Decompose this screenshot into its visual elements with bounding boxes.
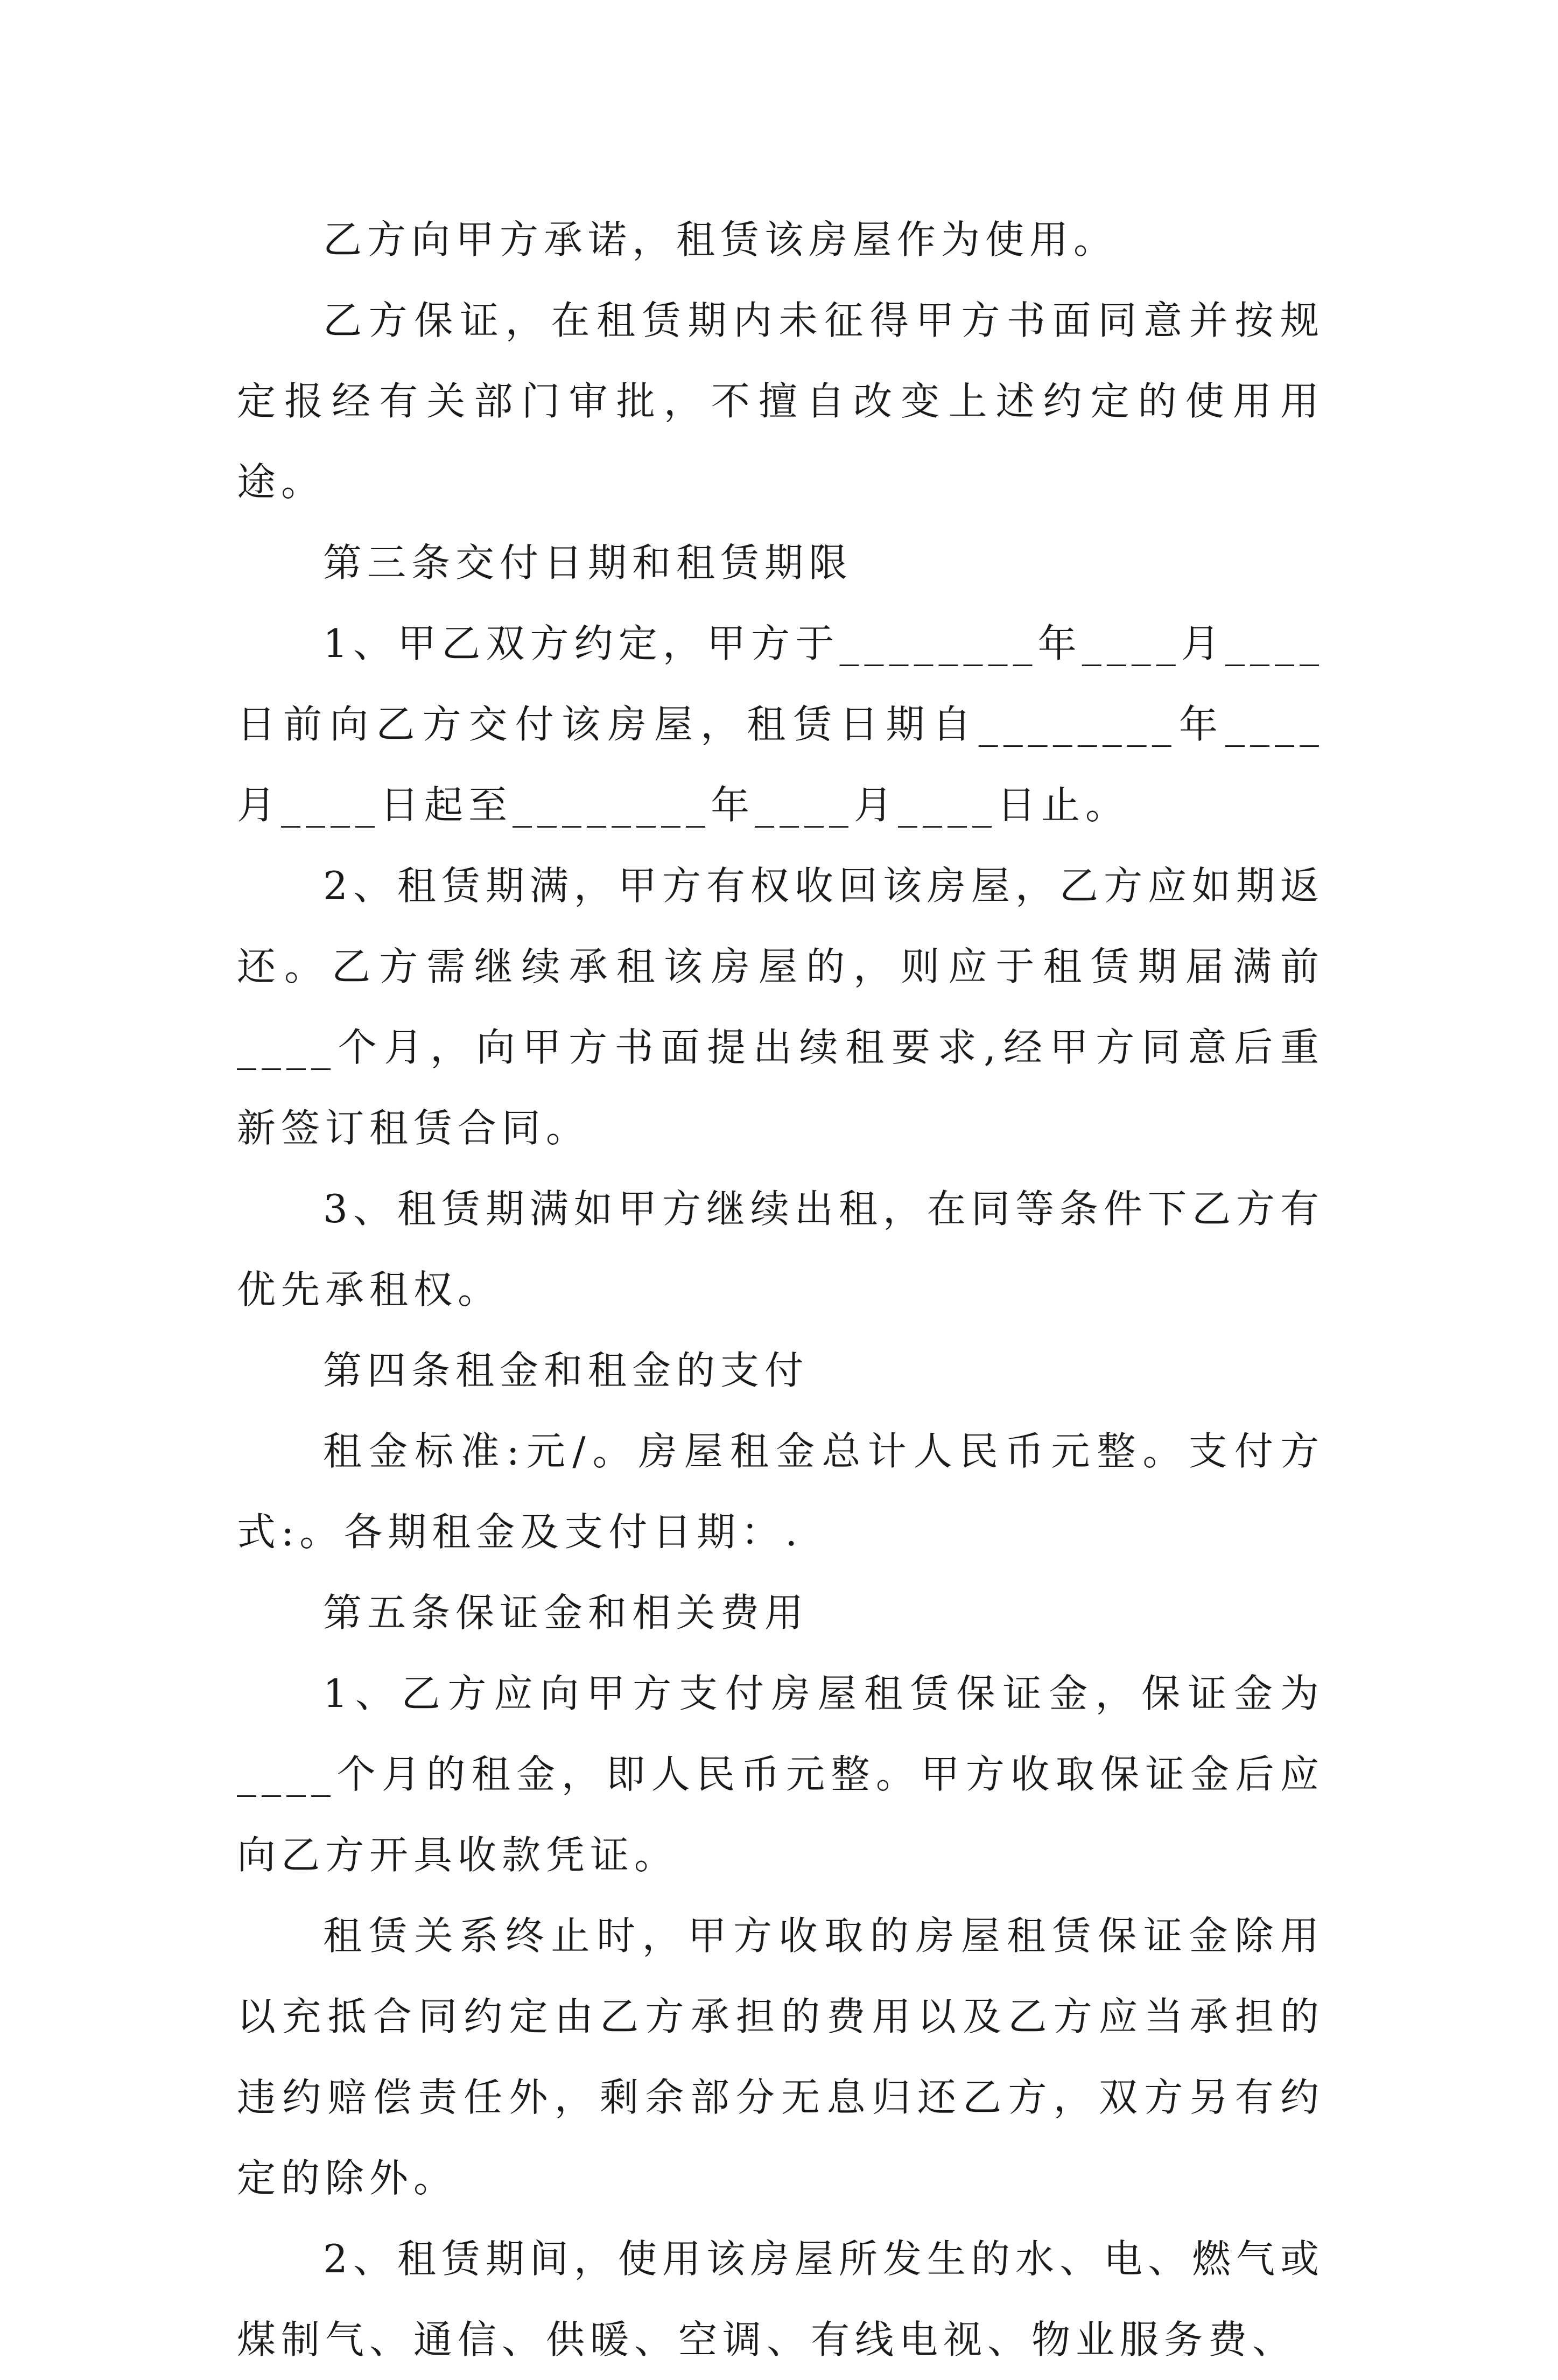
paragraph-utility-fees: 2、租赁期间，使用该房屋所发生的水、电、燃气或煤制气、通信、供暖、空调、有线电视、物业服务费、 xyxy=(237,2236,1324,2362)
paragraph-priority-renewal: 3、租赁期满如甲方继续出租，在同等条件下乙方有优先承租权。 xyxy=(237,1186,1324,1312)
document-body xyxy=(237,199,1324,2380)
paragraph-deposit-return: 租赁关系终止时，甲方收取的房屋租赁保证金除用以充抵合同约定由乙方承担的费用以及乙方应当承担的违约赔偿责任外，剩余部分无息归还乙方，双方另有约定的除外。 xyxy=(237,1913,1324,2201)
section-heading-article-5: 第五条保证金和相关费用 xyxy=(323,1590,809,1635)
paragraph-usage-guarantee: 乙方保证，在租赁期内未征得甲方书面同意并按规定报经有关部门审批，不擅自改变上述约定的使用用途。 xyxy=(237,298,1324,505)
paragraph-deposit: 1、乙方应向甲方支付房屋租赁保证金，保证金为____个月的租金，即人民币元整。甲方收取保证金后应向乙方开具收款凭证。 xyxy=(237,1671,1324,1878)
paragraph-lease-expiry: 2、租赁期满，甲方有权收回该房屋，乙方应如期返还。乙方需继续承租该房屋的，则应于租赁期届满前____个月，向甲方书面提出续租要求,经甲方同意后重新签订租赁合同。 xyxy=(237,863,1324,1151)
section-heading-article-4: 第四条租金和租金的支付 xyxy=(323,1348,809,1393)
section-heading-article-3: 第三条交付日期和租赁期限 xyxy=(323,540,853,585)
paragraph-usage-promise: 乙方向甲方承诺，租赁该房屋作为使用。 xyxy=(323,217,1118,262)
paragraph-rent-standard: 租金标准:元/。房屋租金总计人民币元整。支付方式:。各期租金及支付日期：. xyxy=(237,1429,1324,1555)
paragraph-delivery-dates: 1、甲乙双方约定，甲方于________年____月____日前向乙方交付该房屋，租赁日期自________年____月____日起至________年____月____日止。 xyxy=(237,621,1324,828)
